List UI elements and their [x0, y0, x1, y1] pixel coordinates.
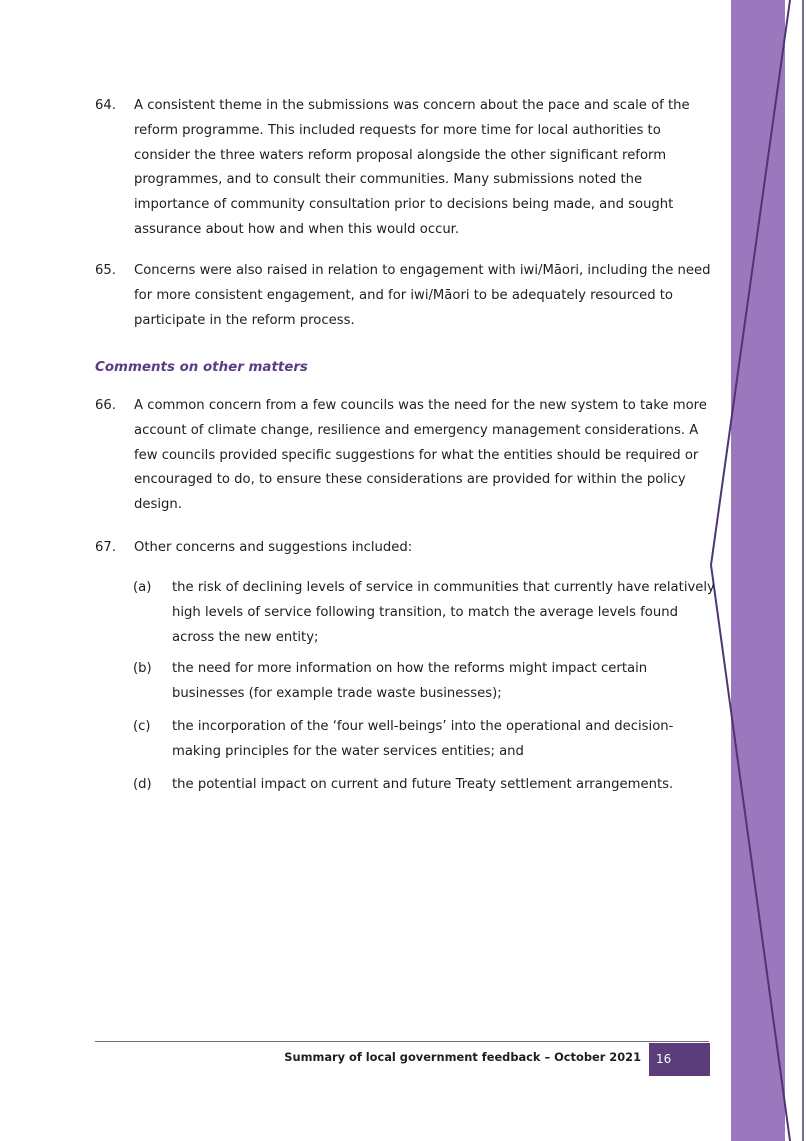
section-heading: Comments on other matters: [95, 360, 308, 375]
list-label: (d): [133, 777, 152, 792]
page-number: 16: [649, 1043, 710, 1076]
paragraph-65: [95, 259, 715, 333]
list-item-d: [133, 773, 715, 798]
list-text: the need for more information on how the reforms might impact certain businesses (for example trade waste businesses);: [172, 661, 648, 701]
list-label: (b): [133, 661, 152, 676]
footer-title: Summary of local government feedback – October 2021: [284, 1050, 641, 1064]
paragraph-number: 65.: [95, 263, 116, 278]
footer-divider: [95, 1041, 709, 1042]
list-item-a: [133, 576, 715, 650]
list-label: (c): [133, 719, 151, 734]
paragraph-number: 67.: [95, 540, 116, 555]
list-label: (a): [133, 580, 152, 595]
paragraph-text: Concerns were also raised in relation to engagement with iwi/Māori, including the need for more consistent engagement, and for iwi/Māori to be adequately resourced to participate in the reform process.: [134, 263, 711, 328]
paragraph-67: [95, 536, 715, 561]
paragraph-text: A common concern from a few councils was the need for the new system to take more account of climate change, resilience and emergency management considerations. A few councils provided specific suggestions for what the entities should be required or encouraged to do, to ensure these considerations are provided for within the policy design.: [134, 398, 707, 513]
paragraph-64: [95, 94, 715, 243]
paragraph-number: 64.: [95, 98, 116, 113]
paragraph-text: Other concerns and suggestions included:: [134, 540, 413, 555]
list-text: the incorporation of the ‘four well-beings’ into the operational and decision-making principles for the water services entities; and: [172, 719, 674, 759]
list-item-c: [133, 715, 715, 765]
paragraph-text: A consistent theme in the submissions was concern about the pace and scale of the reform programme. This included requests for more time for local authorities to consider the three waters reform proposal alongside the other significant reform programmes, and to consult their communities. Many submissions noted the importance of community consultation prior to decisions being made, and sought assurance about how and when this would occur.: [134, 98, 690, 237]
paragraph-66: [95, 394, 715, 518]
list-item-b: [133, 657, 715, 707]
list-text: the potential impact on current and future Treaty settlement arrangements.: [172, 777, 674, 792]
list-text: the risk of declining levels of service in communities that currently have relatively high levels of service following transition, to match the average levels found across the new entity;: [172, 580, 715, 645]
paragraph-number: 66.: [95, 398, 116, 413]
